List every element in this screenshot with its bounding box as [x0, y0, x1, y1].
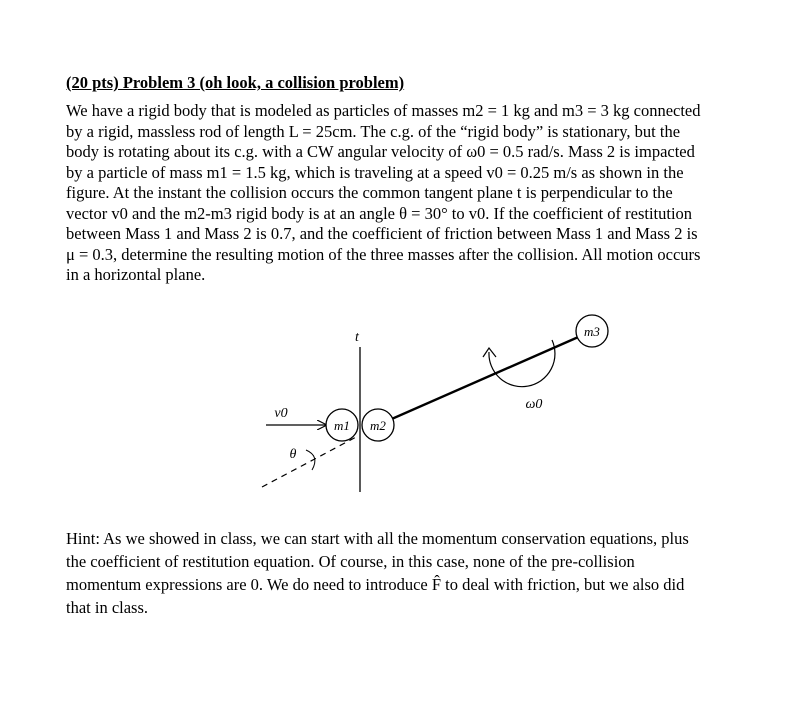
dashed-angle-line [262, 436, 358, 487]
hint-line: momentum expressions are 0. We do need to introduce F̂ to deal with friction, but we also did [66, 575, 685, 594]
problem-line: μ = 0.3, determine the resulting motion of the three masses after the collision. All motion occurs [66, 244, 701, 264]
theta-label: θ [289, 447, 297, 462]
hint-text [66, 527, 776, 619]
problem-heading: (20 pts) Problem 3 (oh look, a collision problem) [66, 73, 405, 92]
problem-line: by a particle of mass m1 = 1.5 kg, which is traveling at a speed v0 = 0.25 m/s as shown in the [66, 162, 684, 182]
hint-line: the coefficient of restitution equation. Of course, in this case, none of the pre-collision [66, 552, 635, 571]
problem-line: body is rotating about its c.g. with a CW angular velocity of ω0 = 0.5 rad/s. Mass 2 is impacted [66, 142, 695, 161]
problem-line: We have a rigid body that is modeled as particles of masses m2 = 1 kg and m3 = 3 kg connected [66, 101, 701, 120]
mass-2-label: m2 [370, 418, 386, 433]
tangent-plane-label: t [355, 330, 359, 345]
mass-1-label: m1 [334, 418, 350, 433]
problem-line: vector v0 and the m2-m3 rigid body is at an angle θ = 30° to v0. If the coefficient of restitution [66, 203, 693, 223]
problem-line: in a horizontal plane. [66, 265, 206, 284]
velocity-label: v0 [274, 406, 288, 421]
angular-velocity-arc [489, 340, 555, 387]
problem-line: figure. At the instant the collision occurs the common tangent plane t is perpendicular to the [66, 183, 673, 202]
omega-label: ω0 [525, 397, 543, 412]
rigid-rod [378, 331, 592, 425]
hint-line: Hint: As we showed in class, we can start with all the momentum conservation equations, plus [66, 529, 689, 548]
hint-line: that in class. [66, 598, 149, 617]
problem-line: between Mass 1 and Mass 2 is 0.7, and the coefficient of friction between Mass 1 and Mass 2 is [66, 224, 698, 243]
problem-line: by a rigid, massless rod of length L = 25cm. The c.g. of the “rigid body” is stationary, but the [66, 121, 681, 141]
mass-3-label: m3 [584, 324, 600, 339]
